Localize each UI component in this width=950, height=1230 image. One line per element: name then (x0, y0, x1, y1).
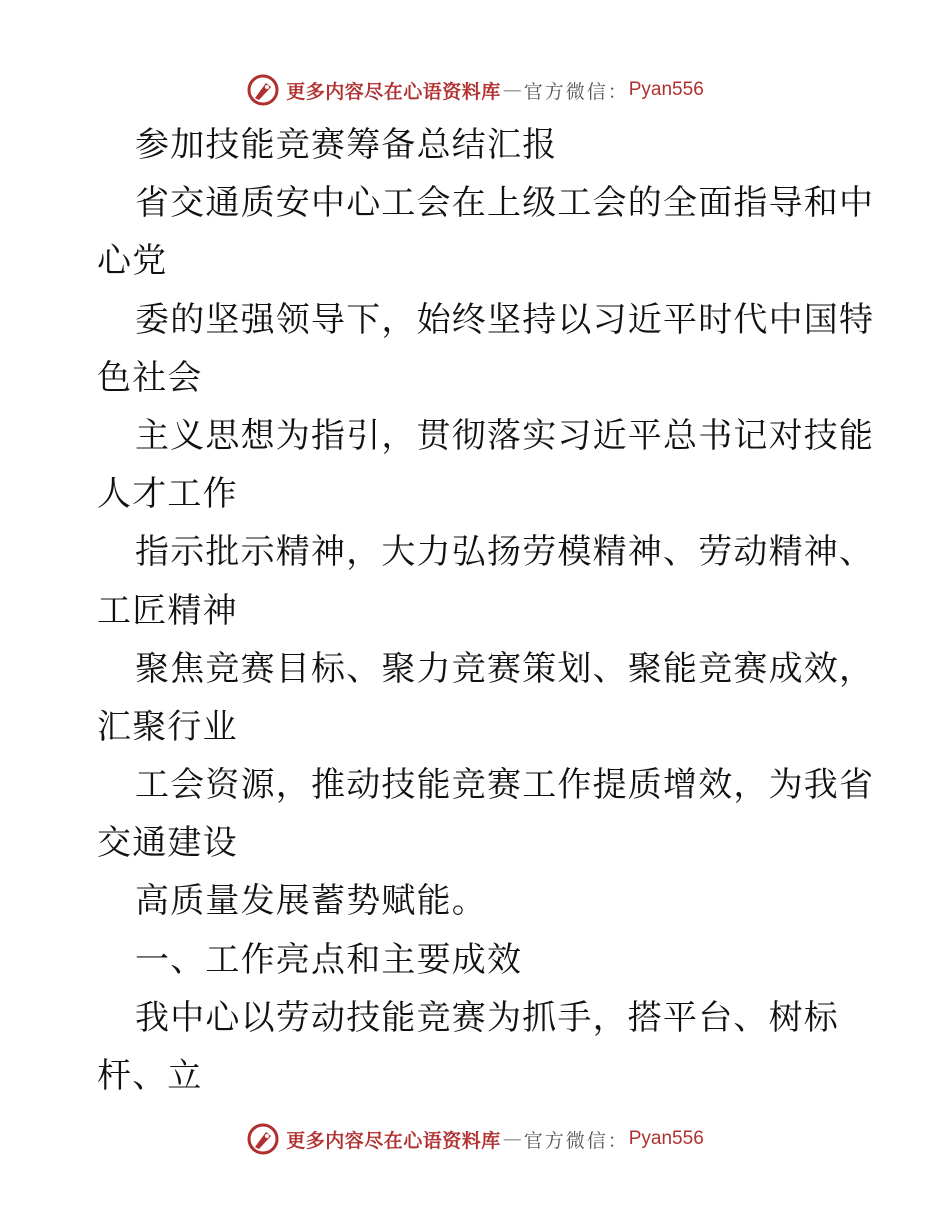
document-line: 汇聚行业 (97, 706, 238, 747)
watermark-promo-text: 更多内容尽在心语资料库 (286, 80, 501, 103)
document-line: 色社会 (97, 357, 203, 398)
document-line: 一、工作亮点和主要成效 (135, 939, 523, 980)
document-line: 聚焦竞赛目标、聚力竞赛策划、聚能竞赛成效， (135, 648, 875, 689)
watermark-promo-text: 更多内容尽在心语资料库 (286, 1129, 501, 1152)
watermark-banner-bottom (0, 1119, 950, 1159)
document-line: 人才工作 (97, 474, 238, 515)
document-line: 杆、立 (97, 1056, 203, 1096)
watermark-separator: — (502, 1128, 522, 1150)
pen-nib-logo-icon (246, 73, 280, 107)
document-line: 省交通质安中心工会在上级工会的全面指导和中 (135, 183, 875, 224)
document-line: 我中心以劳动技能竞赛为抓手，搭平台、树标 (135, 997, 839, 1038)
document-line: 心党 (97, 241, 168, 282)
document-line: 参加技能竞赛筹备总结汇报 (135, 125, 558, 165)
watermark-wechat-id: Pyan556 (628, 79, 704, 100)
watermark-wechat-label: 官方微信： (523, 80, 629, 103)
document-line: 高质量发展蓄势赋能。 (135, 881, 487, 922)
pen-nib-logo-icon (246, 1122, 280, 1156)
document-line: 委的坚强领导下，始终坚持以习近平时代中国特 (135, 299, 875, 340)
watermark-banner-top (0, 70, 950, 110)
watermark-separator: — (502, 79, 522, 101)
watermark-wechat-id: Pyan556 (628, 1128, 704, 1149)
document-line: 交通建设 (97, 823, 238, 864)
document-line: 工会资源，推动技能竞赛工作提质增效，为我省 (135, 765, 875, 806)
document-body (97, 116, 875, 1105)
watermark-wechat-label: 官方微信： (523, 1129, 629, 1152)
document-line: 指示批示精神，大力弘扬劳模精神、劳动精神、 (135, 532, 875, 573)
document-line: 工匠精神 (97, 590, 238, 631)
document-line: 主义思想为指引，贯彻落实习近平总书记对技能 (135, 415, 875, 456)
